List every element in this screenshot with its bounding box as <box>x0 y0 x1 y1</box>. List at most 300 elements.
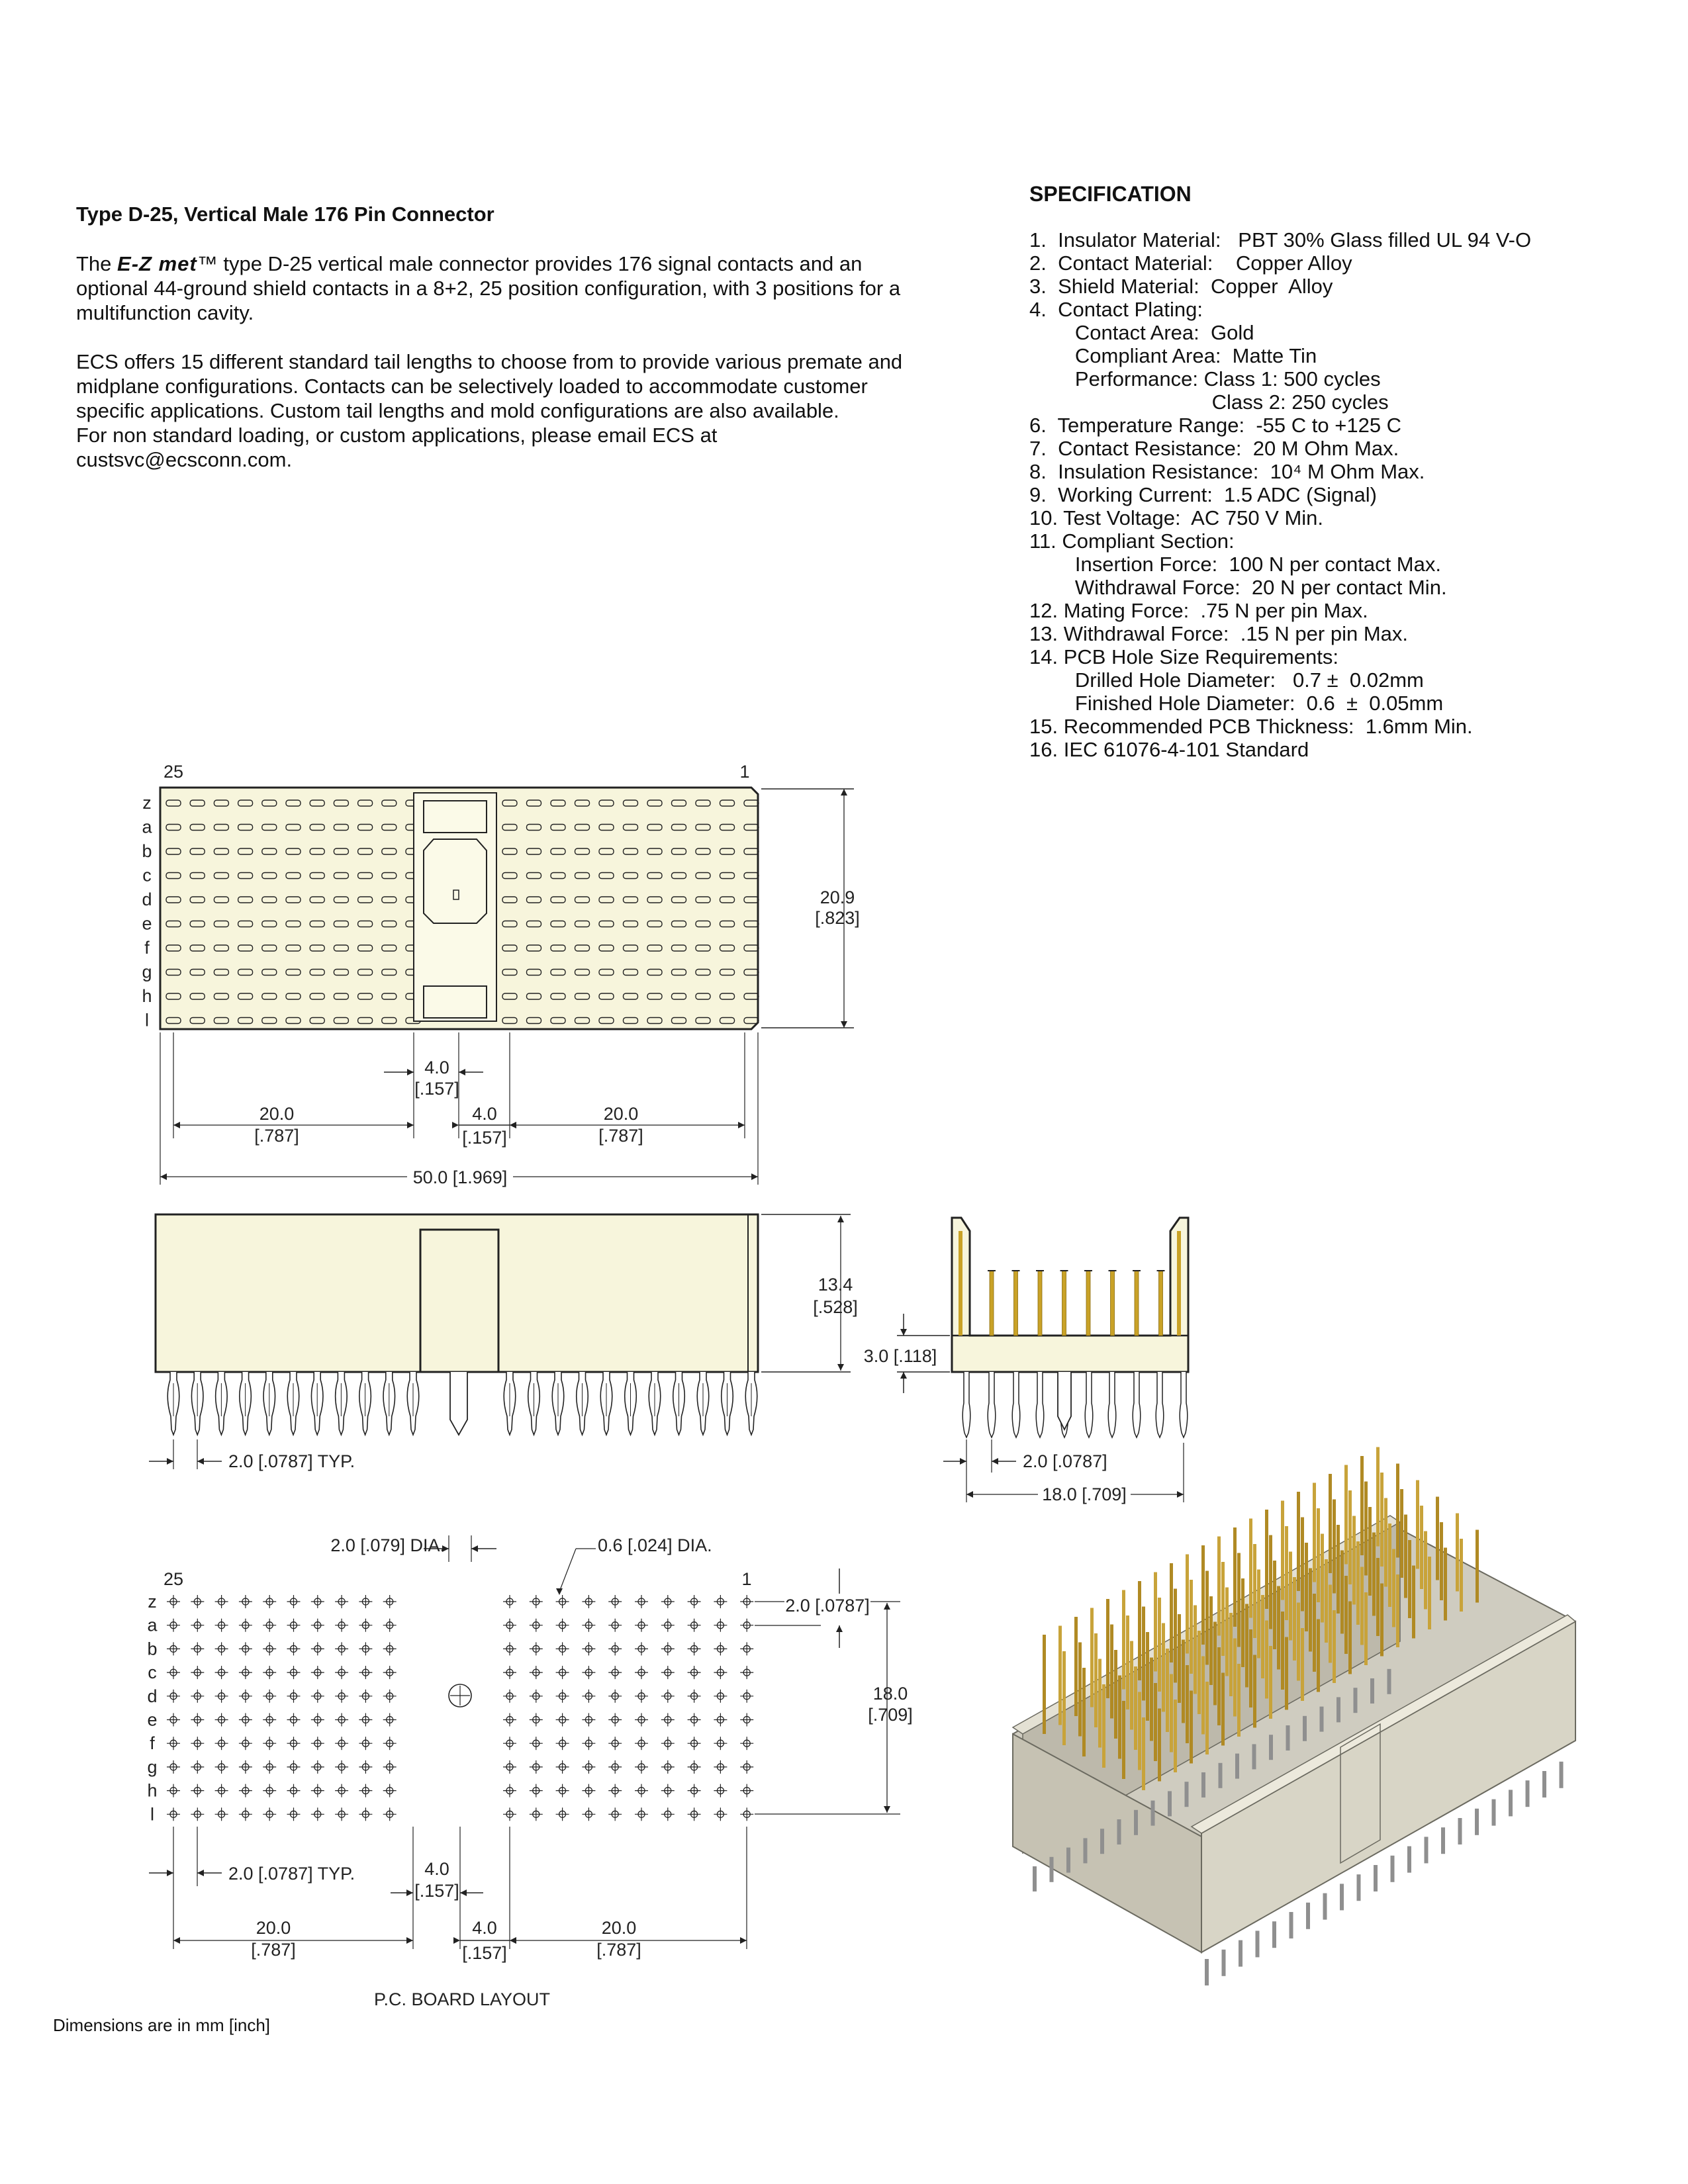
dim-arrow <box>160 1173 167 1180</box>
gap2-label-inch: [.157] <box>462 1128 507 1148</box>
iso-gold-pin <box>1456 1514 1459 1592</box>
dim-arrow <box>197 1458 204 1465</box>
pcb-position-25: 25 <box>163 1569 184 1589</box>
iso-gold-pin <box>1170 1563 1173 1662</box>
spec-item: 14. PCB Hole Size Requirements: <box>1029 645 1338 668</box>
iso-gold-pin <box>1360 1567 1364 1645</box>
iso-tail-pin <box>1370 1678 1374 1704</box>
iso-gold-pin <box>1182 1640 1185 1723</box>
iso-gold-pin <box>1340 1551 1344 1634</box>
iso-gold-pin <box>1301 1518 1304 1612</box>
iso-gold-pin <box>1281 1501 1284 1600</box>
iso-gold-pin <box>1146 1632 1149 1721</box>
pcb-half-left-label-inch: [.787] <box>251 1940 296 1960</box>
spec-item: 9. Working Current: 1.5 ADC (Signal) <box>1029 483 1377 506</box>
iso-gold-pin <box>1078 1643 1082 1737</box>
half-right-label-inch: [.787] <box>598 1126 643 1146</box>
iso-tail-pin <box>1374 1865 1378 1891</box>
iso-gold-pin <box>1285 1637 1288 1710</box>
pcb-pitch-label: 2.0 [.0787] TYP. <box>228 1864 355 1884</box>
iso-gold-pin <box>1197 1631 1201 1714</box>
pcb-row-letter: f <box>150 1733 155 1754</box>
iso-gold-pin <box>1158 1709 1161 1782</box>
pcb-layout-caption: P.C. BOARD LAYOUT <box>373 1989 551 2009</box>
iso-tail-pin <box>1239 1940 1243 1967</box>
end-tail-pin <box>988 1372 996 1437</box>
iso-gold-pin <box>1205 1571 1209 1665</box>
iso-gold-pin <box>1190 1691 1193 1764</box>
pcb-position-1: 1 <box>741 1569 752 1589</box>
dim-arrow <box>173 1937 180 1944</box>
iso-gold-pin <box>1329 1585 1332 1663</box>
top-view-drawing <box>142 762 859 1187</box>
iso-tail-pin <box>1425 1837 1429 1863</box>
spec-item: Withdrawal Force: 20 N per contact Min. <box>1029 576 1447 599</box>
iso-gold-pin <box>1333 1610 1336 1683</box>
iso-tail-pin <box>1303 1716 1307 1741</box>
iso-tail-pin <box>1340 1884 1344 1910</box>
iso-gold-pin <box>1102 1684 1105 1768</box>
spec-item: Class 2: 250 cycles <box>1029 390 1389 414</box>
signal-pin-gold <box>990 1271 994 1336</box>
row-letter: e <box>142 913 152 934</box>
iso-gold-pin <box>1074 1617 1078 1716</box>
iso-gold-pin <box>1217 1647 1221 1725</box>
iso-gold-pin <box>1313 1483 1316 1582</box>
iso-gold-pin <box>1090 1608 1094 1707</box>
iso-gold-pin <box>1412 1566 1415 1639</box>
iso-gold-pin <box>1126 1615 1129 1709</box>
iso-gold-pin <box>1138 1581 1141 1680</box>
gap2-label: 4.0 <box>472 1104 497 1124</box>
iso-tail-pin <box>1151 1801 1155 1826</box>
iso-tail-pin <box>1222 1950 1226 1976</box>
dim-line <box>559 1549 576 1592</box>
iso-gold-pin <box>1233 1639 1237 1717</box>
total-width-label: 50.0 [1.969] <box>412 1167 508 1187</box>
pcb-row-letter: z <box>148 1592 157 1612</box>
dim-arrow <box>966 1491 973 1498</box>
iso-gold-pin <box>1253 1544 1256 1638</box>
iso-gold-pin <box>1313 1594 1316 1672</box>
iso-gold-pin <box>1436 1497 1439 1580</box>
dim-arrow <box>837 1364 844 1371</box>
iso-gold-pin <box>1309 1569 1312 1652</box>
spec-item: 15. Recommended PCB Thickness: 1.6mm Min. <box>1029 715 1473 738</box>
dim-arrow <box>884 1603 890 1610</box>
iso-tail-pin <box>1235 1754 1239 1779</box>
half-left-label-inch: [.787] <box>254 1126 299 1146</box>
end-tail-pin <box>962 1372 970 1437</box>
end-tail-pin <box>1012 1372 1020 1437</box>
iso-gold-pin <box>1336 1525 1340 1614</box>
spec-item: 10. Test Voltage: AC 750 V Min. <box>1029 506 1324 529</box>
iso-gold-pin <box>1237 1553 1241 1647</box>
pcb-half-right-label: 20.0 <box>601 1918 637 1938</box>
pcb-row-letter: g <box>147 1756 158 1777</box>
iso-gold-pin <box>1186 1665 1189 1743</box>
spec-item: Contact Area: Gold <box>1029 321 1254 344</box>
gap-label: 4.0 <box>424 1058 449 1077</box>
end-body-outline <box>952 1218 1188 1372</box>
signal-pin-gold <box>1159 1271 1163 1336</box>
iso-gold-pin <box>1396 1574 1399 1647</box>
iso-gold-pin <box>1158 1598 1161 1692</box>
iso-tail-pin <box>1320 1707 1324 1732</box>
iso-gold-pin <box>1317 1619 1320 1692</box>
iso-tail-pin <box>1084 1838 1088 1863</box>
iso-gold-pin <box>1201 1545 1205 1645</box>
iso-gold-pin <box>1348 1602 1352 1674</box>
iso-gold-pin <box>1205 1682 1209 1754</box>
iso-tail-pin <box>1323 1893 1327 1920</box>
iso-gold-pin <box>1253 1655 1256 1728</box>
spec-item: 8. Insulation Resistance: 10⁴ M Ohm Max. <box>1029 460 1425 483</box>
spec-item: 12. Mating Force: .75 N per pin Max. <box>1029 599 1368 622</box>
spec-item: 13. Withdrawal Force: .15 N per pin Max. <box>1029 622 1409 645</box>
iso-gold-pin <box>1154 1572 1157 1672</box>
iso-gold-pin <box>1213 1622 1217 1706</box>
iso-gold-pin <box>1364 1592 1368 1665</box>
signal-pin-gold <box>1038 1271 1042 1336</box>
dim-arrow <box>406 1889 413 1896</box>
height-label-inch: [.823] <box>815 908 860 928</box>
end-pitch-label: 2.0 [.0787] <box>1023 1451 1107 1471</box>
iso-tail-pin <box>1526 1780 1530 1807</box>
dim-arrow <box>740 1937 747 1944</box>
spec-item: Drilled Hole Diameter: 0.7 ± 0.02mm <box>1029 668 1424 692</box>
iso-tail-pin <box>1542 1771 1546 1797</box>
signal-pin-gold <box>1062 1271 1066 1336</box>
iso-gold-pin <box>1138 1692 1141 1770</box>
iso-gold-pin <box>1289 1552 1292 1641</box>
iso-gold-pin <box>1257 1570 1260 1659</box>
iso-gold-pin <box>1368 1507 1372 1596</box>
iso-gold-pin <box>1221 1562 1225 1656</box>
iso-tail-pin <box>1407 1846 1411 1873</box>
pcb-row-letter: l <box>150 1804 154 1825</box>
row-pitch-label: 2.0 [.0787] <box>785 1596 870 1615</box>
half-right-label: 20.0 <box>603 1104 639 1124</box>
iso-tail-pin <box>1252 1744 1256 1769</box>
iso-gold-pin <box>1408 1540 1411 1618</box>
iso-gold-pin <box>1062 1651 1066 1745</box>
position-label-25: 25 <box>163 762 184 782</box>
iso-gold-pin <box>1166 1649 1169 1732</box>
dim-arrow <box>1177 1491 1184 1498</box>
dim-arrow <box>407 1122 414 1128</box>
gap-label-inch: [.157] <box>414 1079 459 1099</box>
iso-gold-pin <box>1229 1613 1233 1696</box>
end-tail-pin <box>1085 1372 1093 1437</box>
dim-arrow <box>837 1216 844 1222</box>
iso-gold-pin <box>1416 1480 1419 1569</box>
spec-item: 4. Contact Plating: <box>1029 298 1203 321</box>
end-guide-pin <box>1058 1372 1071 1430</box>
spec-item: 3. Shield Material: Copper Alloy <box>1029 275 1333 298</box>
row-letter: h <box>142 986 152 1006</box>
dim-arrow <box>841 1021 847 1028</box>
spec-item: Finished Hole Diameter: 0.6 ± 0.05mm <box>1029 692 1444 715</box>
height-label: 20.9 <box>820 887 855 907</box>
pcb-gap2-label: 4.0 <box>472 1918 497 1938</box>
iso-gold-pin <box>1098 1659 1102 1748</box>
iso-gold-pin <box>1269 1535 1272 1629</box>
pcb-row-letter: c <box>148 1662 157 1683</box>
iso-gold-pin <box>1277 1586 1280 1670</box>
dim-arrow <box>460 1889 467 1896</box>
signal-pin-gold <box>1111 1271 1115 1336</box>
iso-gold-pin <box>1325 1559 1328 1643</box>
dim-arrow <box>510 1122 516 1128</box>
side-cavity-outline <box>420 1230 498 1372</box>
position-label-1: 1 <box>739 762 750 782</box>
iso-tail-pin <box>1306 1903 1310 1929</box>
iso-tail-pin <box>1354 1688 1358 1713</box>
iso-gold-pin <box>1261 1595 1264 1678</box>
signal-pin-gold <box>1135 1271 1139 1336</box>
iso-gold-pin <box>1333 1500 1336 1594</box>
iso-gold-pin <box>1233 1527 1237 1627</box>
iso-gold-pin <box>1384 1498 1387 1587</box>
iso-gold-pin <box>1186 1555 1189 1654</box>
iso-tail-pin <box>1066 1848 1070 1873</box>
iso-gold-pin <box>1444 1548 1447 1621</box>
half-left-label: 20.0 <box>259 1104 295 1124</box>
spec-heading: SPECIFICATION <box>1029 182 1192 206</box>
end-width-label: 18.0 [.709] <box>1042 1484 1127 1504</box>
dim-arrow <box>900 1329 907 1336</box>
dim-arrow <box>407 1069 414 1075</box>
iso-tail-pin <box>1033 1866 1037 1891</box>
iso-gold-pin <box>1297 1603 1300 1681</box>
pcb-gap-label-inch: [.157] <box>414 1881 459 1901</box>
spec-item: 11. Compliant Section: <box>1029 529 1235 553</box>
iso-gold-pin <box>1388 1524 1391 1607</box>
iso-gold-pin <box>1237 1664 1241 1737</box>
iso-gold-pin <box>1221 1673 1225 1746</box>
iso-gold-pin <box>1269 1646 1272 1719</box>
iso-gold-pin <box>1094 1633 1098 1727</box>
shield-right <box>1177 1231 1181 1336</box>
dim-arrow <box>452 1122 459 1128</box>
iso-gold-pin <box>1428 1557 1431 1629</box>
dim-arrow <box>841 789 847 796</box>
iso-tail-pin <box>1458 1818 1462 1844</box>
spec-item: 7. Contact Resistance: 20 M Ohm Max. <box>1029 437 1399 460</box>
iso-tail-pin <box>1272 1921 1276 1948</box>
pcb-row-letter: h <box>147 1780 158 1801</box>
side-view-drawing <box>149 1214 858 1471</box>
iso-gold-pin <box>1297 1492 1300 1591</box>
iso-tail-pin <box>1201 1772 1205 1797</box>
iso-gold-pin <box>1305 1543 1308 1631</box>
iso-tail-pin <box>1185 1782 1189 1807</box>
dim-arrow <box>510 1937 516 1944</box>
iso-gold-pin <box>1317 1508 1320 1602</box>
dim-arrow <box>960 1458 966 1465</box>
iso-tail-pin <box>1560 1762 1564 1788</box>
signal-pin-gold <box>1086 1271 1090 1336</box>
iso-gold-pin <box>1396 1464 1399 1558</box>
iso-gold-pin <box>1400 1489 1403 1578</box>
iso-gold-pin <box>1404 1515 1407 1598</box>
intro-paragraph-2: ECS offers 15 different standard tail lengths to choose from to provide various premate and midplane configurations. Contacts can be selectively loaded to accommodate customer specific applications. Custom tail lengths and mold configurations are also available. For non standard loading, or custom applications, please email ECS at custsvc@ecsconn.com. <box>76 350 903 471</box>
iso-gold-pin <box>1142 1717 1145 1790</box>
pcb-row-letter: d <box>147 1686 158 1706</box>
iso-gold-pin <box>1174 1589 1177 1683</box>
iso-gold-pin <box>1110 1625 1113 1719</box>
iso-tail-pin <box>1441 1827 1445 1854</box>
iso-gold-pin <box>1170 1674 1173 1752</box>
spec-item: 16. IEC 61076-4-101 Standard <box>1029 738 1309 761</box>
iso-gold-pin <box>1321 1534 1324 1623</box>
iso-gold-pin <box>1329 1474 1332 1573</box>
iso-gold-pin <box>1217 1537 1221 1636</box>
row-letter: l <box>145 1010 149 1030</box>
dim-arrow <box>556 1588 563 1595</box>
iso-gold-pin <box>1356 1541 1360 1625</box>
dim-arrow <box>459 1069 465 1075</box>
iso-gold-pin <box>1249 1629 1252 1707</box>
iso-gold-pin <box>1241 1578 1244 1667</box>
dim-arrow <box>167 1870 173 1876</box>
iso-gold-pin <box>1249 1519 1252 1618</box>
iso-gold-pin <box>1344 1576 1348 1654</box>
pcb-height-label: 18.0 <box>872 1684 908 1704</box>
iso-tail-pin <box>1168 1791 1172 1816</box>
iso-gold-pin <box>1209 1596 1213 1685</box>
end-view-drawing <box>864 1218 1188 1505</box>
iso-gold-pin <box>1122 1701 1125 1779</box>
footer-note: Dimensions are in mm [inch] <box>53 2015 270 2035</box>
side-height-label: 13.4 <box>818 1275 853 1295</box>
iso-gold-pin <box>1348 1490 1352 1584</box>
iso-gold-pin <box>1150 1658 1153 1741</box>
iso-gold-pin <box>1285 1526 1288 1620</box>
signal-pin-gold <box>1014 1271 1018 1336</box>
end-tail-pin <box>1036 1372 1044 1437</box>
iso-gold-pin <box>1364 1482 1368 1576</box>
iso-gold-pin <box>1130 1641 1133 1730</box>
brand-logo: E-Z met <box>117 252 197 275</box>
spec-item: 1. Insulator Material: PBT 30% Glass filled UL 94 V-O <box>1029 228 1532 251</box>
end-tail-pin <box>1108 1372 1116 1437</box>
iso-gold-pin <box>1420 1506 1423 1589</box>
iso-gold-pin <box>1118 1676 1121 1759</box>
row-letter: b <box>142 841 152 861</box>
iso-gold-pin <box>1106 1599 1109 1698</box>
row-letter: f <box>144 938 150 958</box>
side-height-label-inch: [.528] <box>813 1297 858 1317</box>
pcb-layout-drawing <box>147 1535 912 2009</box>
multifunction-cavity <box>414 793 496 1021</box>
dim-arrow <box>406 1937 413 1944</box>
iso-gold-pin <box>1154 1683 1157 1761</box>
shield-left <box>959 1231 962 1336</box>
pcb-row-letter: b <box>147 1639 158 1659</box>
iso-tail-pin <box>1509 1790 1513 1816</box>
pcb-height-label-inch: [.709] <box>868 1705 913 1725</box>
spec-item: Compliant Area: Matte Tin <box>1029 344 1317 367</box>
iso-gold-pin <box>1178 1614 1181 1703</box>
pcb-row-letter: a <box>147 1615 158 1635</box>
iso-gold-pin <box>1344 1465 1348 1565</box>
dim-arrow <box>884 1806 890 1813</box>
iso-tail-pin <box>1219 1763 1223 1788</box>
spec-item: Performance: Class 1: 500 cycles <box>1029 367 1381 390</box>
iso-gold-pin <box>1142 1607 1145 1701</box>
iso-gold-pin <box>1194 1606 1197 1694</box>
iso-gold-pin <box>1190 1580 1193 1674</box>
dim-arrow <box>751 1173 758 1180</box>
guide-pin <box>450 1372 467 1435</box>
iso-gold-pin <box>1424 1531 1427 1610</box>
pcb-gap2-label-inch: [.157] <box>462 1943 507 1963</box>
iso-gold-pin <box>1162 1623 1165 1712</box>
spec-item: 2. Contact Material: Copper Alloy <box>1029 251 1352 275</box>
dim-arrow <box>471 1545 478 1552</box>
iso-tail-pin <box>1357 1874 1361 1901</box>
iso-gold-pin <box>1476 1530 1479 1603</box>
pcb-half-right-label-inch: [.787] <box>596 1940 641 1960</box>
iso-gold-pin <box>1134 1666 1137 1750</box>
iso-gold-pin <box>1174 1700 1177 1772</box>
iso-gold-pin <box>1265 1510 1268 1609</box>
iso-tail-pin <box>1050 1857 1054 1882</box>
iso-tail-pin <box>1100 1829 1104 1854</box>
iso-gold-pin <box>1281 1612 1284 1690</box>
iso-gold-pin <box>1265 1621 1268 1699</box>
pcb-row-letter: e <box>147 1709 158 1730</box>
iso-gold-pin <box>1372 1533 1376 1616</box>
iso-gold-pin <box>1201 1657 1205 1735</box>
dim-arrow <box>453 1937 460 1944</box>
dim-arrow <box>738 1122 745 1128</box>
iso-gold-pin <box>1301 1628 1304 1701</box>
pcb-gap-label: 4.0 <box>424 1859 449 1879</box>
iso-tail-pin <box>1286 1725 1290 1751</box>
iso-tail-pin <box>1475 1809 1479 1835</box>
iso-gold-pin <box>1392 1549 1395 1627</box>
iso-gold-pin <box>1360 1456 1364 1555</box>
dim-arrow <box>992 1458 998 1465</box>
big-hole-label: 2.0 [.079] DIA. <box>330 1535 445 1555</box>
iso-gold-pin <box>1225 1588 1229 1676</box>
iso-tail-pin <box>1134 1810 1138 1835</box>
iso-tail-pin <box>1117 1819 1121 1844</box>
iso-gold-pin <box>1273 1561 1276 1649</box>
row-letter: g <box>142 962 152 982</box>
pcb-half-left-label: 20.0 <box>256 1918 291 1938</box>
iso-tail-pin <box>1387 1669 1391 1694</box>
side-pitch-label: 2.0 [.0787] TYP. <box>228 1451 355 1471</box>
iso-gold-pin <box>1380 1473 1383 1567</box>
iso-tail-pin <box>1336 1697 1340 1722</box>
iso-tail-pin <box>1289 1912 1293 1938</box>
iso-gold-pin <box>1376 1558 1380 1636</box>
row-letter: d <box>142 889 152 909</box>
iso-gold-pin <box>1376 1447 1380 1547</box>
standoff-label: 3.0 [.118] <box>863 1346 937 1366</box>
iso-tail-pin <box>1205 1959 1209 1985</box>
document-title: Type D-25, Vertical Male 176 Pin Connector <box>76 203 494 226</box>
iso-gold-pin <box>1122 1590 1125 1690</box>
row-letter: a <box>142 817 152 837</box>
iso-tail-pin <box>1391 1856 1395 1882</box>
iso-tail-pin <box>1492 1799 1496 1826</box>
end-tail-pin <box>1156 1372 1164 1437</box>
